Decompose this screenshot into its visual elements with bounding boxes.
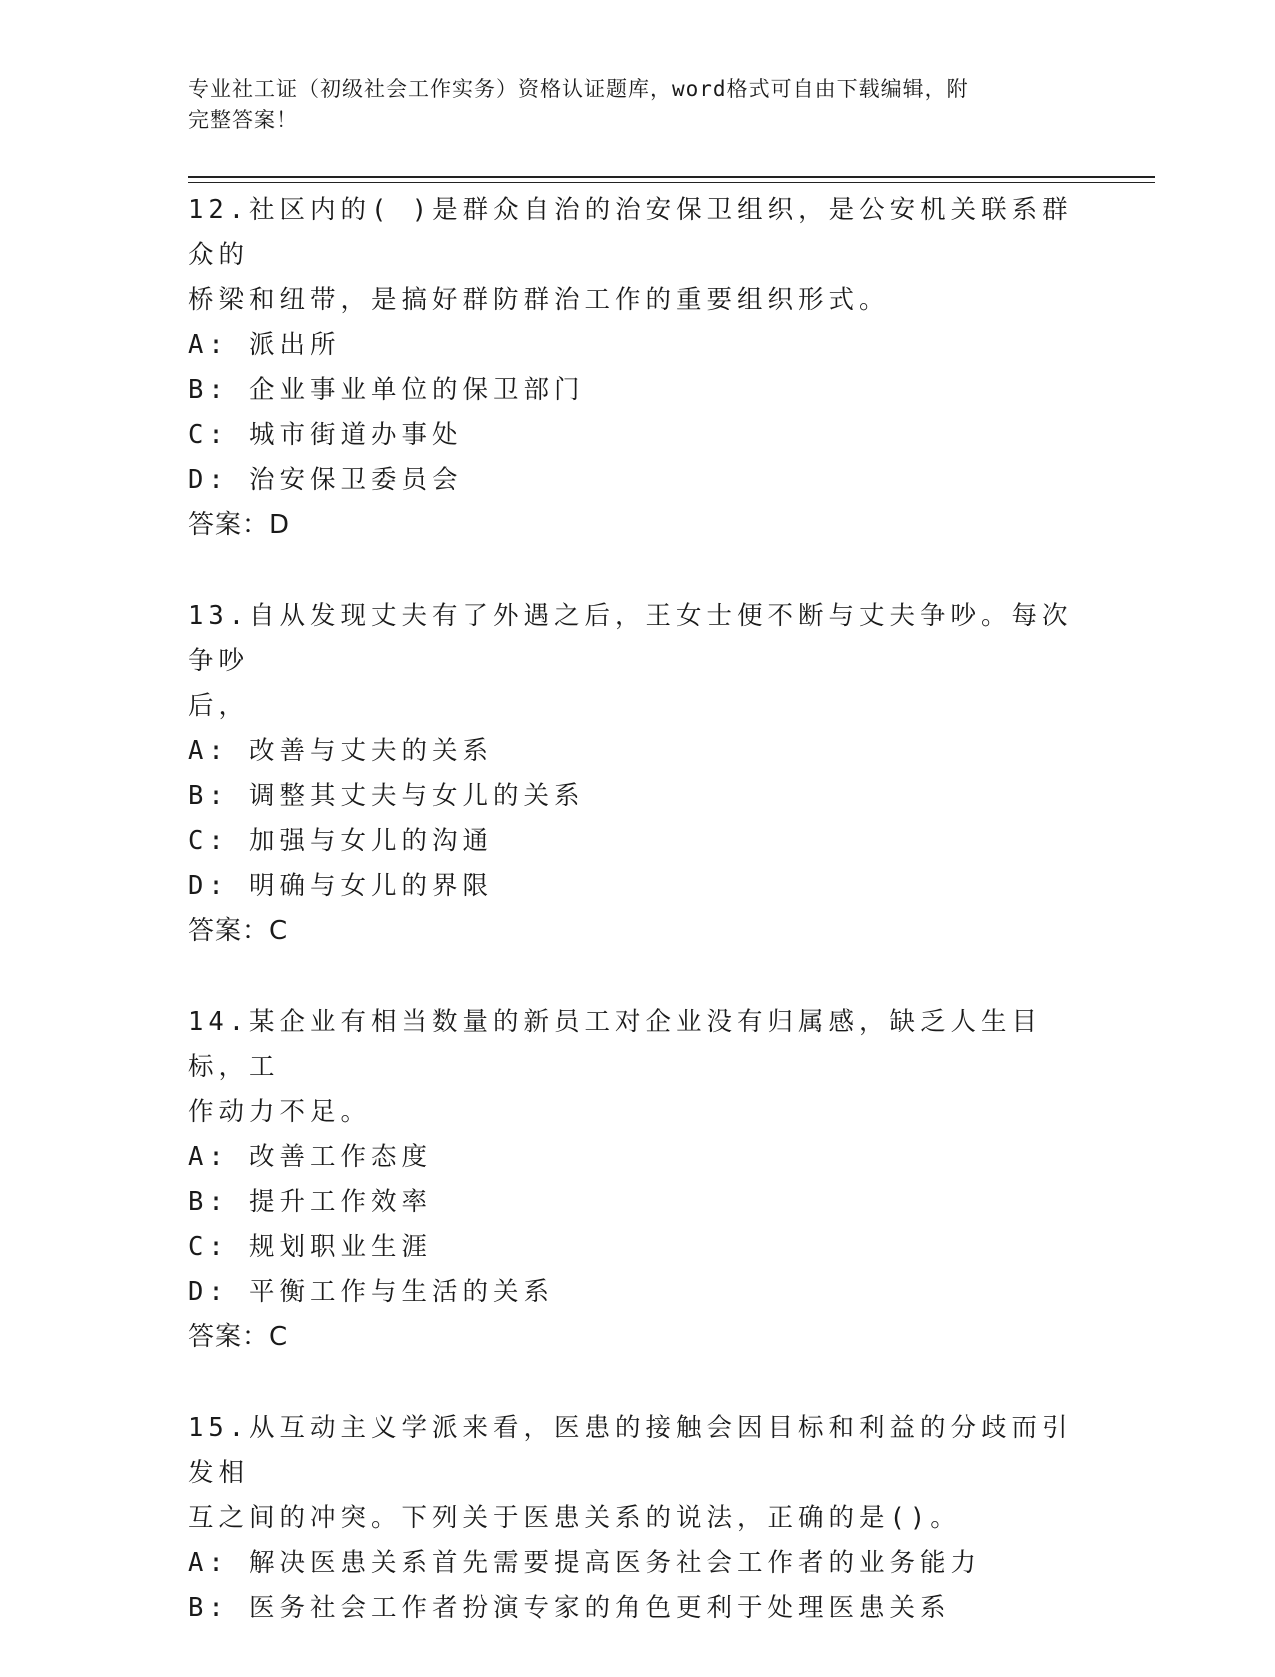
option-b: B: 调整其丈夫与女儿的关系	[188, 781, 585, 811]
question-stem-line1: 12.社区内的( )是群众自治的治安保卫组织，是公安机关联系群众的	[188, 195, 1073, 270]
question-13	[188, 594, 1088, 954]
option-b: B: 医务社会工作者扮演专家的角色更利于处理医患关系	[188, 1593, 951, 1623]
answer-line: 答案：C	[188, 1322, 289, 1352]
header-title-line2: 完整答案！	[188, 108, 298, 132]
answer-line: 答案：D	[188, 510, 291, 540]
header-title-line1: 专业社工证（初级社会工作实务）资格认证题库，word格式可自由下载编辑，附	[188, 77, 969, 101]
option-c: C: 城市街道办事处	[188, 420, 463, 450]
option-b: B: 企业事业单位的保卫部门	[188, 375, 585, 405]
option-c: C: 规划职业生涯	[188, 1232, 433, 1262]
answer-line: 答案：C	[188, 916, 289, 946]
question-15	[188, 1406, 1088, 1631]
option-a: A: 解决医患关系首先需要提高医务社会工作者的业务能力	[188, 1548, 982, 1578]
question-stem-line1: 13.自从发现丈夫有了外遇之后，王女士便不断与丈夫争吵。每次争吵	[188, 601, 1073, 676]
question-stem-line2: 后，	[188, 691, 250, 721]
option-b: B: 提升工作效率	[188, 1187, 433, 1217]
option-d: D: 平衡工作与生活的关系	[188, 1277, 555, 1307]
question-stem-line2: 作动力不足。	[188, 1097, 372, 1127]
question-stem-line1: 15.从互动主义学派来看，医患的接触会因目标和利益的分歧而引发相	[188, 1413, 1073, 1488]
option-a: A: 改善与丈夫的关系	[188, 736, 494, 766]
option-d: D: 治安保卫委员会	[188, 465, 463, 495]
question-stem-line2: 桥梁和纽带，是搞好群防群治工作的重要组织形式。	[188, 285, 890, 315]
header-divider-thick	[188, 176, 1155, 178]
question-list	[188, 188, 1088, 1677]
header-divider-thin	[188, 182, 1155, 183]
option-a: A: 改善工作态度	[188, 1142, 433, 1172]
option-a: A: 派出所	[188, 330, 341, 360]
question-12	[188, 188, 1088, 548]
question-stem-line1: 14.某企业有相当数量的新员工对企业没有归属感，缺乏人生目标，工	[188, 1007, 1043, 1082]
option-c: C: 加强与女儿的沟通	[188, 826, 494, 856]
question-14	[188, 1000, 1088, 1360]
question-stem-line2: 互之间的冲突。下列关于医患关系的说法，正确的是()。	[188, 1503, 961, 1533]
option-d: D: 明确与女儿的界限	[188, 871, 494, 901]
document-header	[188, 74, 1068, 136]
